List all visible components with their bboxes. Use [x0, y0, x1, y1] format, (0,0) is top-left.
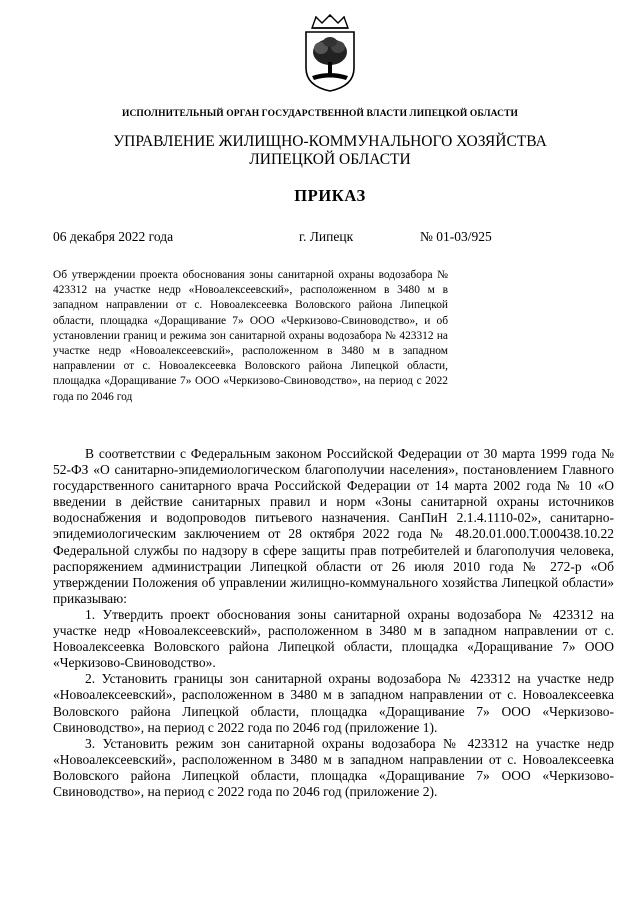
issuing-authority: ИСПОЛНИТЕЛЬНЫЙ ОРГАН ГОСУДАРСТВЕННОЙ ВЛАСТИ ЛИПЕЦКОЙ ОБЛАСТИ [121, 109, 519, 119]
document-date: 06 декабря 2022 года [53, 229, 174, 244]
preamble-paragraph: В соответствии с Федеральным законом Российской Федерации от 30 марта 1999 года № 52-ФЗ «О санитарно-эпидемиологическом благополучии населения», постановлением Главного государственного санитарного врача Российской Федерации от 14 марта 2002 года № 10 «О введении в действие санитарных правил и норм «Зоны санитарной охраны источников водоснабжения и водопроводов питьевого назначения. СанПиН 2.1.4.1110-02», санитарно-эпидемиологическим заключением от 28 октября 2022 года № 48.20.01.000.Т.000438.10.22 Федеральной службы по надзору в сфере защиты прав потребителей и благополучия человека, распоряжением администрации Липецкой области от 26 июля 2010 года № 272-р «Об утверждении Положения об управлении жилищно-коммунального хозяйства Липецкой области» приказываю: [53, 446, 614, 606]
lipetsk-coat-of-arms-icon [298, 14, 362, 92]
department-name-line1: УПРАВЛЕНИЕ ЖИЛИЩНО-КОММУНАЛЬНОГО ХОЗЯЙСТВА [113, 133, 547, 150]
order-item-1: 1. Утвердить проект обоснования зоны санитарной охраны водозабора № 423312 на участке недр «Новоалексеевский», расположенном в 3480 м в западном направлении от с. Новоалексеевка Воловского района Липецкой области, площадка «Доращивание 7» ООО «Черкизово-Свиноводство». [53, 606, 614, 671]
document-subject: Об утверждении проекта обоснования зоны санитарной охраны водозабора № 423312 на участке недр «Новоалексеевский», расположенном в 3480 м в западном направлении от с. Новоалексеевка Воловского района Липецкой области, площадка «Доращивание 7» ООО «Черкизово-Свиноводство», и об установлении границ и режима зон санитарной охраны водозабора № 423312 на участке недр «Новоалексеевский», расположенном в 3480 м в западном направлении от с. Новоалексеевка Воловского района Липецкой области, площадка «Доращивание 7» ООО «Черкизово-Свиноводство», на период с 2022 года по 2046 год [53, 269, 448, 403]
order-item-2: 2. Установить границы зон санитарной охраны водозабора № 423312 на участке недр «Новоалексеевский», расположенном в 3480 м в западном направлении от с. Новоалексеевка Воловского района Липецкой области, площадка «Доращивание 7» ООО «Черкизово-Свиноводство», на период с 2022 года по 2046 год (приложение 1). [53, 671, 614, 735]
document-number: № 01-03/925 [420, 229, 492, 244]
department-name [0, 133, 640, 169]
order-item-3: 3. Установить режим зон санитарной охраны водозабора № 423312 на участке недр «Новоалексеевский», расположенном в 3480 м в западном направлении от с. Новоалексеевка Воловского района Липецкой области, площадка «Доращивание 7» ООО «Черкизово-Свиноводство», на период с 2022 года по 2046 год (приложение 2). [53, 735, 614, 799]
document-type: ПРИКАЗ [294, 186, 366, 205]
department-name-line2: ЛИПЕЦКОЙ ОБЛАСТИ [249, 151, 411, 168]
document-city: г. Липецк [299, 229, 354, 244]
document-body [53, 446, 614, 800]
